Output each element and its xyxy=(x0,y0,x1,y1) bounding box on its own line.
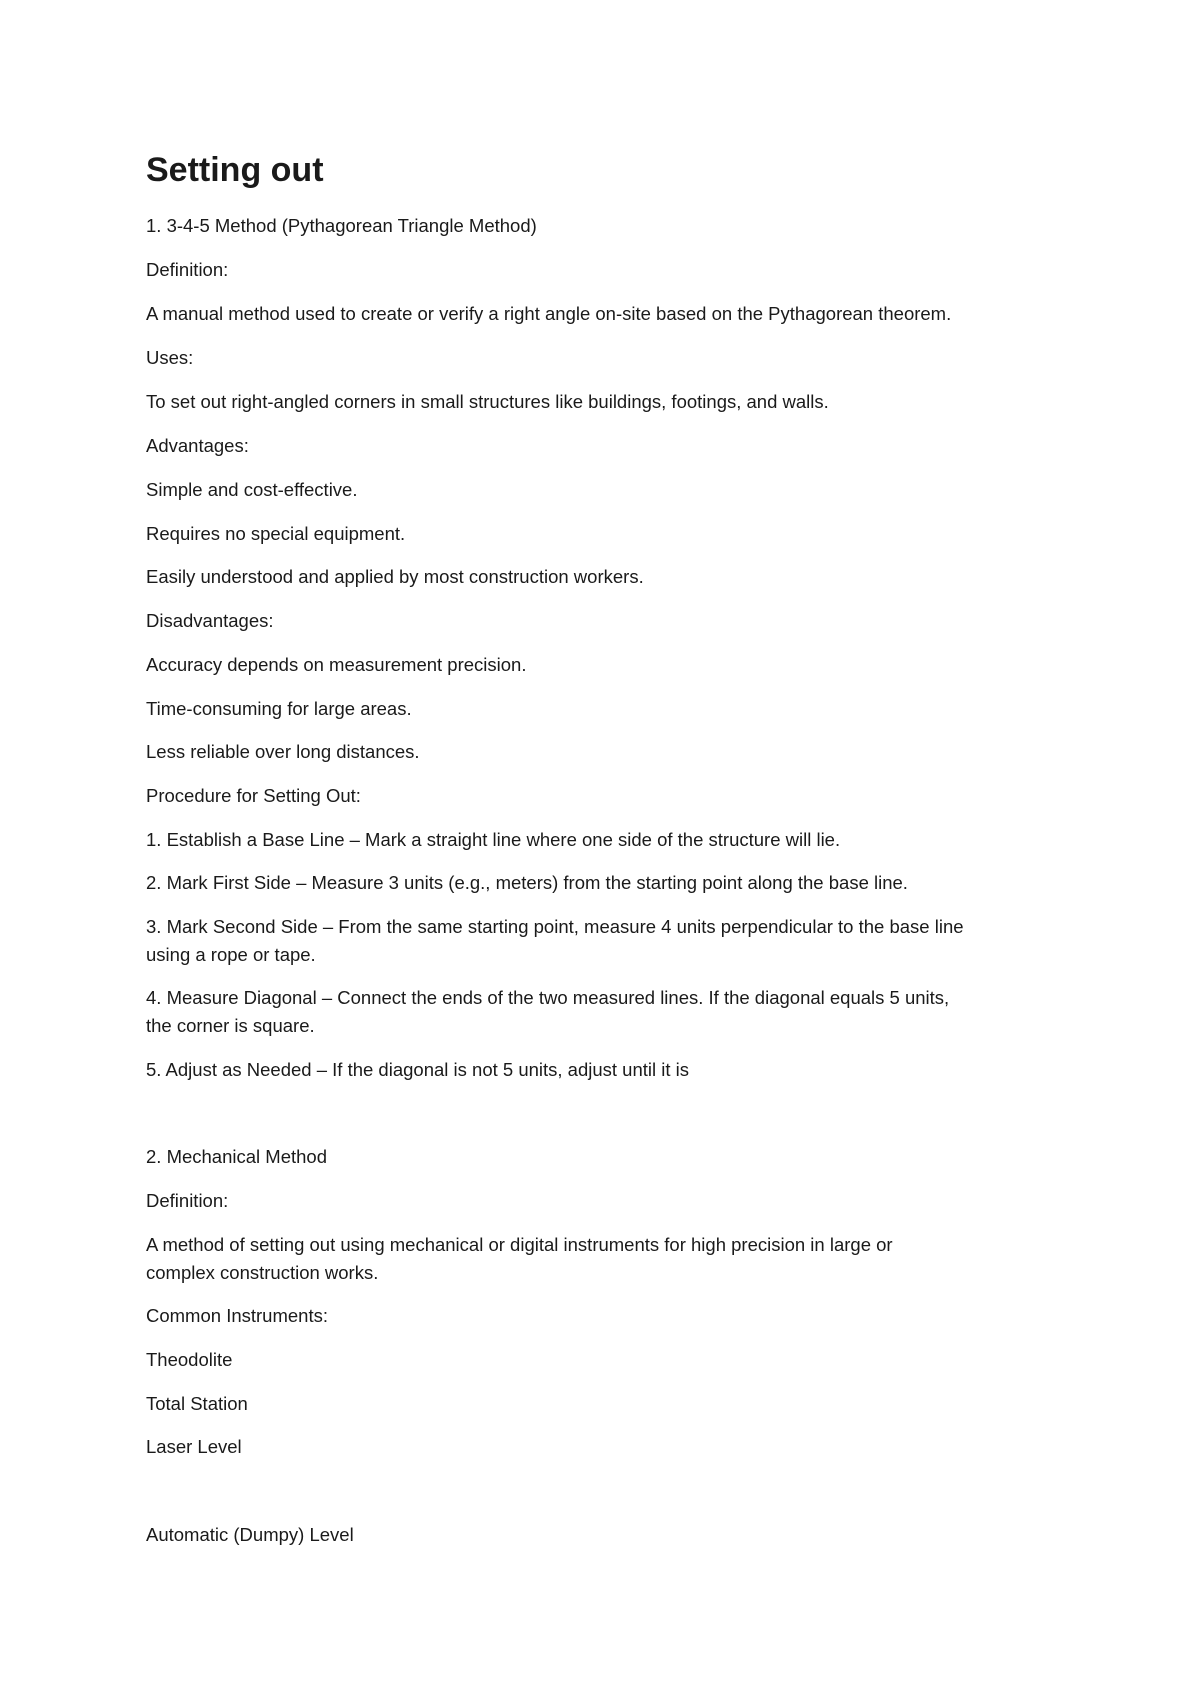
disadvantage-item: Time-consuming for large areas. xyxy=(146,698,412,719)
instrument-item: Automatic (Dumpy) Level xyxy=(146,1524,354,1545)
procedure-step: 1. Establish a Base Line – Mark a straight line where one side of the structure will lie. xyxy=(146,829,841,850)
definition-label: Definition: xyxy=(146,1190,229,1211)
definition-text-continued: complex construction works. xyxy=(146,1262,379,1283)
advantages-label: Advantages: xyxy=(146,435,249,456)
procedure-step-continued: using a rope or tape. xyxy=(146,944,316,965)
definition-text: A manual method used to create or verify a right angle on-site based on the Pythagorean theorem. xyxy=(146,303,952,324)
instrument-item: Theodolite xyxy=(146,1349,233,1370)
disadvantage-item: Accuracy depends on measurement precision. xyxy=(146,654,527,675)
advantage-item: Easily understood and applied by most construction workers. xyxy=(146,566,644,587)
advantage-item: Simple and cost-effective. xyxy=(146,479,358,500)
uses-text: To set out right-angled corners in small structures like buildings, footings, and walls. xyxy=(146,391,829,412)
procedure-label: Procedure for Setting Out: xyxy=(146,785,361,806)
instrument-item: Total Station xyxy=(146,1393,248,1414)
section-heading-3-4-5-method: 1. 3-4-5 Method (Pythagorean Triangle Method) xyxy=(146,215,537,236)
procedure-step: 5. Adjust as Needed – If the diagonal is not 5 units, adjust until it is xyxy=(146,1059,690,1080)
advantage-item: Requires no special equipment. xyxy=(146,523,406,544)
instruments-label: Common Instruments: xyxy=(146,1305,328,1326)
procedure-step: 3. Mark Second Side – From the same starting point, measure 4 units perpendicular to the base line xyxy=(146,916,964,937)
section-heading-mechanical-method: 2. Mechanical Method xyxy=(146,1146,327,1167)
disadvantages-label: Disadvantages: xyxy=(146,610,274,631)
instrument-item: Laser Level xyxy=(146,1436,242,1457)
definition-text: A method of setting out using mechanical or digital instruments for high precision in large or xyxy=(146,1234,893,1255)
procedure-step: 4. Measure Diagonal – Connect the ends of the two measured lines. If the diagonal equals 5 units, xyxy=(146,987,950,1008)
uses-label: Uses: xyxy=(146,347,194,368)
definition-label: Definition: xyxy=(146,259,229,280)
disadvantage-item: Less reliable over long distances. xyxy=(146,741,420,762)
procedure-step-continued: the corner is square. xyxy=(146,1015,315,1036)
page-title: Setting out xyxy=(146,151,324,189)
procedure-step: 2. Mark First Side – Measure 3 units (e.g., meters) from the starting point along the base line. xyxy=(146,872,908,893)
